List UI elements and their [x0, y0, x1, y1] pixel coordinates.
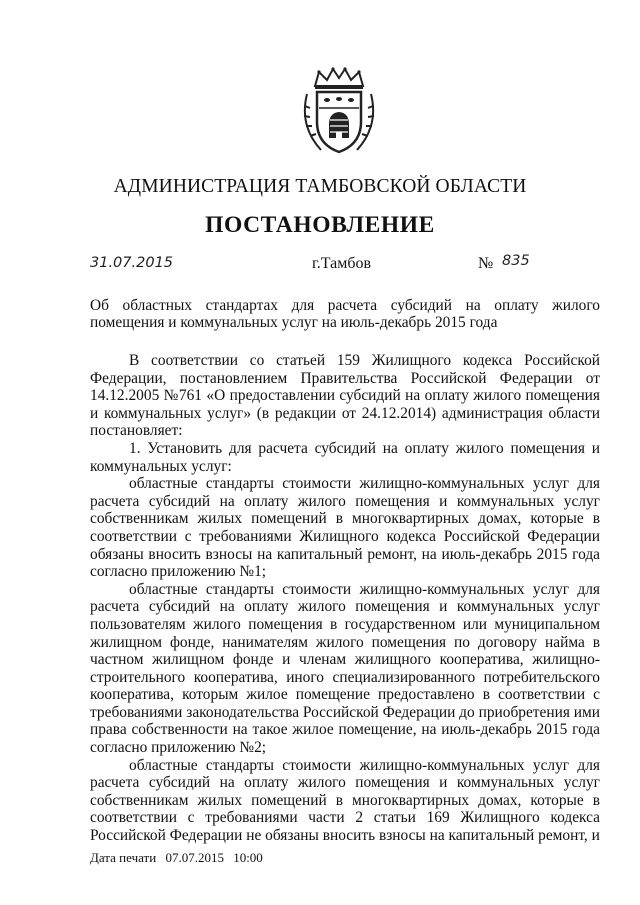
print-info — [90, 850, 269, 866]
coat-of-arms-icon — [297, 66, 381, 158]
body-paragraph: областные стандарты стоимости жилищно-коммунальных услуг для расчета субсидий на оплату жилого помещения и коммунальных услуг собственникам жилых помещений в многоквартирных домах, которые в соответствии с требованиями Жилищного кодекса Российской Федерации обязаны вносить взносы на капитальный ремонт, на июль-декабрь 2015 года согласно приложению №1; — [90, 475, 600, 581]
document-city: г.Тамбов — [312, 255, 372, 272]
document-subject: Об областных стандартах для расчета субсидий на оплату жилого помещения и коммунальных услуг на июль-декабрь 2015 года — [90, 297, 600, 331]
print-time: 10:00 — [233, 850, 263, 865]
organization-name: АДМИНИСТРАЦИЯ ТАМБОВСКОЙ ОБЛАСТИ — [113, 176, 527, 197]
print-date: 07.07.2015 — [165, 850, 224, 865]
print-label: Дата печати — [90, 850, 157, 865]
document-number-label: № — [478, 255, 494, 272]
body-paragraph: 1. Установить для расчета субсидий на оплату жилого помещения и коммунальных услуг: — [90, 439, 600, 475]
body-paragraph: областные стандарты стоимости жилищно-коммунальных услуг для расчета субсидий на оплату жилого помещения и коммунальных услуг собственникам жилых помещений в многоквартирных домах, которые в соответствии с требованиями части 2 статьи 169 Жилищного кодекса Российской Федерации не обязаны вносить взносы на капитальный ремонт, и — [90, 756, 600, 845]
document-date: 31.07.2015 — [90, 255, 174, 271]
body-paragraph: В соответствии со статьей 159 Жилищного кодекса Российской Федерации, постановлением Правительства Российской Федерации от 14.12.2005 №761 «О предоставлении субсидий на оплату жилого помещения и коммунальных услуг» (в редакции от 24.12.2014) администрация области постановляет: — [90, 352, 600, 440]
document-type-title: ПОСТАНОВЛЕНИЕ — [205, 212, 435, 238]
body-paragraph: областные стандарты стоимости жилищно-коммунальных услуг для расчета субсидий на оплату жилого помещения и коммунальных услуг пользователям жилого помещения в государственном или муниципальном жилищном фонде, нанимателям жилого помещения по договору найма в частном жилищном фонде и членам жилищного кооператива, жилищно-строительного кооператива, иного специализированного потребительского кооператива, которым жилое помещение предоставлено в соответствии с требованиями законодательства Российской Федерации до приобретения ими права собственности на такое жилое помещение, на июль-декабрь 2015 года согласно приложению №2; — [90, 580, 600, 757]
document-body — [90, 352, 600, 845]
document-number: 835 — [502, 253, 530, 269]
